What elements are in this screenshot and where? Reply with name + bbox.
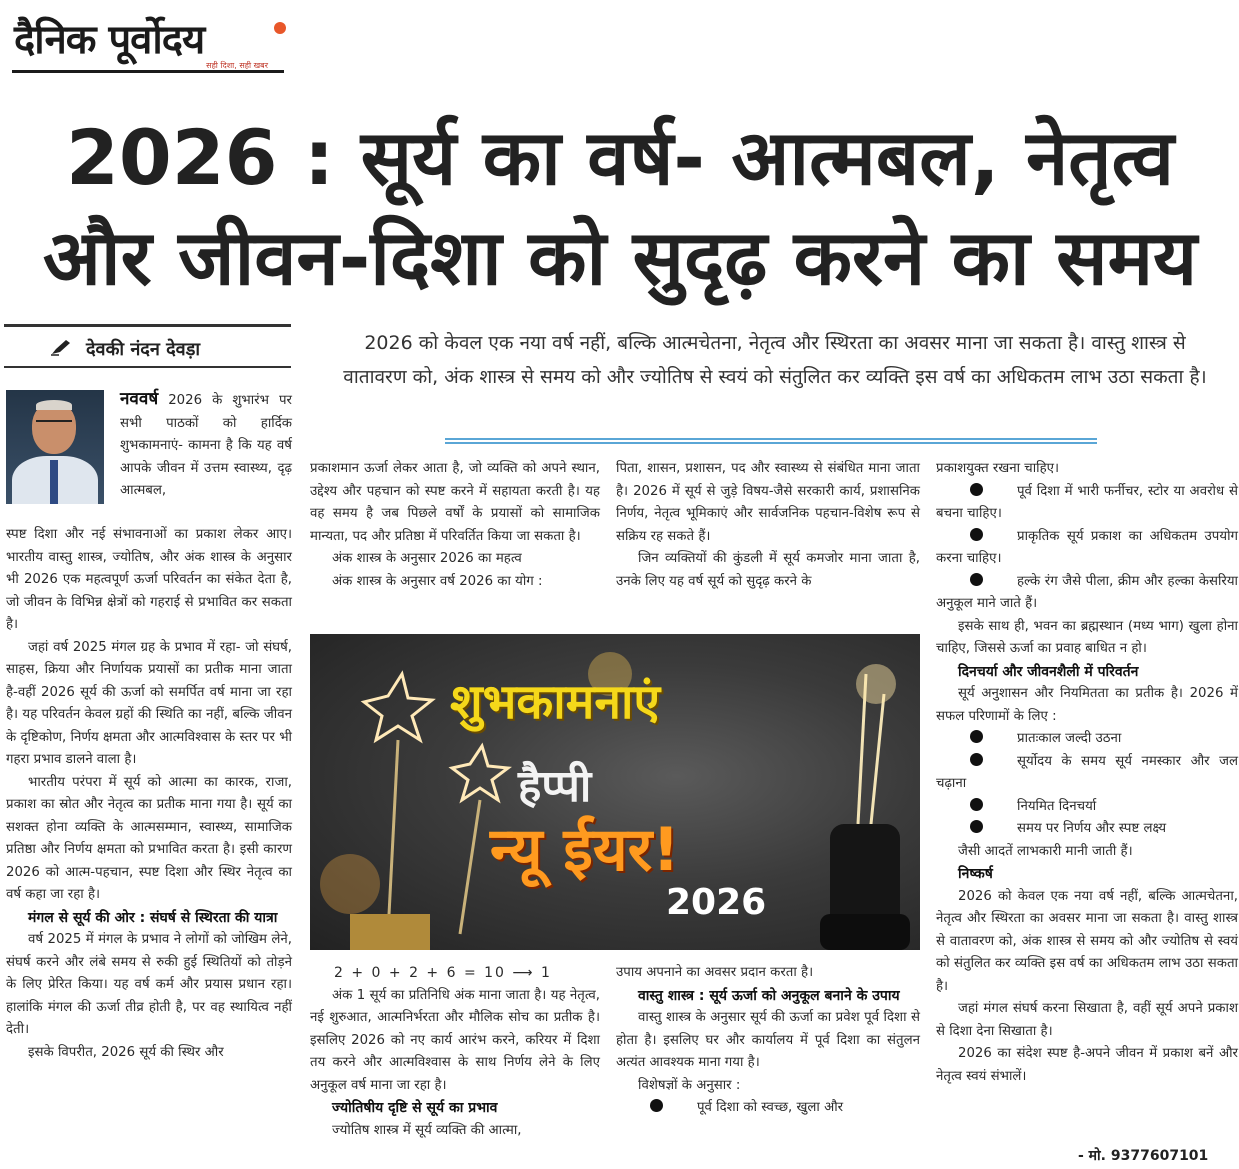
column-1 [6, 524, 292, 1064]
column-3-top [616, 458, 920, 593]
column-3-bottom [616, 962, 920, 1120]
subheading: निष्कर्ष [958, 866, 993, 882]
subheading: ज्योतिषीय दृष्टि से सूर्य का प्रभाव [332, 1100, 498, 1116]
subheading: मंगल से सूर्य की ओर : संघर्ष से स्थिरता की यात्रा [28, 909, 278, 926]
column-4 [936, 458, 1238, 1088]
bullet-item: प्राकृतिक सूर्य प्रकाश का अधिकतम उपयोग करना चाहिए। [936, 528, 1238, 566]
bullet-item: प्रातःकाल जल्दी उठना [936, 728, 1238, 751]
masthead-tagline: सही दिशा, सही खबर [206, 61, 268, 70]
paragraph: 2026 को केवल एक नया वर्ष नहीं, बल्कि आत्मचेतना, नेतृत्व और स्थिरता का अवसर माना जा सकता है। वास्तु शास्त्र से वातावरण को, अंक शास्त्र से समय को और ज्योतिष से स्वयं को संतुलित कर व्यक्ति इस वर्ष का अधिकतम लाभ उठा सकता है। [936, 888, 1238, 994]
column-2-bottom [310, 962, 600, 1142]
column-1-lead [120, 388, 292, 503]
bullet-item: नियमित दिनचर्या [936, 796, 1238, 819]
pen-icon [50, 338, 72, 356]
paragraph: वर्ष 2025 में मंगल के प्रभाव ने लोगों को जोखिम लेने, संघर्ष करने और लंबे समय से रुकी हुई स्थितियों को तोड़ने के लिए प्रेरित किया। यह वर्ष कर्म और प्रयास प्रधान रहा। हालांकि मंगल की ऊर्जा तीव्र होती है, पर वह स्थायित्व नहीं देती। [6, 932, 292, 1037]
banner-happy: हैप्पी [518, 761, 592, 812]
paragraph: जहां मंगल संघर्ष करना सिखाता है, वहीं सूर्य अपने प्रकाश से दिशा देना सिखाता है। [936, 1001, 1238, 1039]
subheading: वास्तु शास्त्र : सूर्य ऊर्जा को अनुकूल बनाने के उपाय [638, 987, 900, 1004]
subheading: दिनचर्या और जीवनशैली में परिवर्तन [958, 663, 1139, 680]
masthead [12, 8, 284, 72]
bullet-icon [970, 730, 983, 743]
paragraph: उपाय अपनाने का अवसर प्रदान करता है। [616, 965, 814, 980]
paragraph: प्रकाशमान ऊर्जा लेकर आता है, जो व्यक्ति को अपने स्थान, उद्देश्य और पहचान को स्पष्ट करने में सहायता करती है। यह वह समय है जब पिछले वर्षों के प्रयासों को सामाजिक मान्यता, पद और प्रतिष्ठा में परिवर्तित किया जा सकता है। [310, 461, 600, 544]
standfirst-rule [445, 438, 1097, 444]
new-year-banner-image [310, 634, 920, 950]
bullet-item: पूर्व दिशा में भारी फर्नीचर, स्टोर या अवरोध से बचना चाहिए। [936, 483, 1238, 521]
bullet-item: हल्के रंग जैसे पीला, क्रीम और हल्का केसरिया अनुकूल माने जाते हैं। [936, 573, 1238, 611]
paragraph: जिन व्यक्तियों की कुंडली में सूर्य कमजोर माना जाता है, उनके लिए यह वर्ष सूर्य को सुदृढ़ करने के [616, 551, 920, 589]
logo-dot-icon [274, 22, 286, 34]
paragraph: अंक शास्त्र के अनुसार वर्ष 2026 का योग : [332, 573, 543, 589]
paragraph: भारतीय परंपरा में सूर्य को आत्मा का कारक, राजा, प्रकाश का स्रोत और नेतृत्व का प्रतीक माना गया है। सूर्य का सशक्त होना व्यक्ति के आत्मसम्मान, स्वास्थ्य, सामाजिक प्रतिष्ठा और निर्णय क्षमता को प्रभावित करता है। इसी कारण 2026 को आत्म-पहचान, स्पष्ट दिशा और स्थिर नेतृत्व का वर्ष कहा जा रहा है। [6, 774, 292, 902]
banner-title: शुभकामनाएं [450, 674, 661, 730]
author-photo [6, 390, 104, 504]
standfirst: 2026 को केवल एक नया वर्ष नहीं, बल्कि आत्मचेतना, नेतृत्व और स्थिरता का अवसर माना जा सकता है। वास्तु शास्त्र से वातावरण को, अंक शास्त्र से समय को और ज्योतिष से स्वयं को संतुलित कर व्यक्ति इस वर्ष का अधिकतम लाभ उठा सकता है। [343, 332, 1207, 388]
bullet-item: समय पर निर्णय और स्पष्ट लक्ष्य [936, 818, 1238, 841]
bullet-icon [970, 573, 983, 586]
paragraph: स्पष्ट दिशा और नई संभावनाओं का प्रकाश लेकर आए। भारतीय वास्तु शास्त्र, ज्योतिष, और अंक शास्त्र के अनुसार भी 2026 एक महत्वपूर्ण ऊर्जा परिवर्तन का संकेत देता है, जो जीवन के विभिन्न क्षेत्रों को गहराई से प्रभावित कर सकता है। [6, 527, 292, 632]
bullet-item: पूर्व दिशा को स्वच्छ, खुला और [616, 1097, 920, 1120]
bullet-icon [970, 820, 983, 833]
paragraph: इसके साथ ही, भवन का ब्रह्मस्थान (मध्य भाग) खुला होना चाहिए, जिससे ऊर्जा का प्रवाह बाधित न हो। [936, 618, 1238, 656]
paragraph: प्रकाशयुक्त रखना चाहिए। [936, 461, 1060, 476]
paragraph: पिता, शासन, प्रशासन, पद और स्वास्थ्य से संबंधित माना जाता है। 2026 में सूर्य से जुड़े विषय-जैसे सरकारी कार्य, प्रशासनिक निर्णय, नेतृत्व भूमिकाएं और सार्वजनिक पहचान-विशेष रूप से सक्रिय रह सकते हैं। [616, 461, 920, 544]
photo-glasses [36, 420, 72, 426]
column-2-top [310, 458, 600, 593]
paragraph: अंक शास्त्र के अनुसार 2026 का महत्व [332, 551, 522, 566]
bullet-icon [970, 798, 983, 811]
byline [4, 324, 291, 368]
bullet-item: सूर्योदय के समय सूर्य नमस्कार और जल चढ़ाना [936, 753, 1238, 791]
paragraph: विशेषज्ञों के अनुसार : [638, 1077, 741, 1093]
newspaper-logo: दैनिक पूर्वोदय [14, 17, 205, 63]
banner-new-year: न्यू ईयर! [490, 815, 680, 885]
paragraph: वास्तु शास्त्र के अनुसार सूर्य की ऊर्जा का प्रवेश पूर्व दिशा से होता है। इसलिए घर और कार्यालय में पूर्व दिशा का संतुलन अत्यंत आवश्यक माना गया है। [616, 1010, 920, 1070]
bullet-icon [970, 753, 983, 766]
paragraph: सूर्य अनुशासन और नियमितता का प्रतीक है। 2026 में सफल परिणामों के लिए : [936, 686, 1238, 724]
paragraph: जैसी आदतें लाभकारी मानी जाती हैं। [958, 843, 1133, 859]
masthead-rule [12, 70, 284, 73]
paragraph: जहां वर्ष 2025 मंगल ग्रह के प्रभाव में रहा- जो संघर्ष, साहस, क्रिया और निर्णायक प्रयासों का प्रतीक माना जाता है-वहीं 2026 सूर्य की ऊर्जा को समर्पित वर्ष माना जा रहा है। यह परिवर्तन केवल ग्रहों की स्थिति का नहीं, बल्कि जीवन के दृष्टिकोण, निर्णय क्षमता और आत्मविश्वास के स्तर पर भी गहरा प्रभाव डालने वाला है। [6, 639, 292, 767]
headline-line-1: 2026 : सूर्य का वर्ष- आत्मबल, नेतृत्व [65, 113, 1175, 202]
lead-text: 2026 के शुभारंभ पर सभी पाठकों को हार्दिक शुभकामनाएं- कामना है कि यह वर्ष आपके जीवन में उत्तम स्वास्थ्य, दृढ़ आत्मबल, [120, 393, 292, 498]
contact-number: - मो. 9377607101 [1078, 1148, 1209, 1164]
headline-line-2: और जीवन-दिशा को सुदृढ़ करने का समय [42, 213, 1198, 302]
bullet-icon [650, 1099, 663, 1112]
photo-hair [36, 400, 72, 410]
paragraph: अंक 1 सूर्य का प्रतिनिधि अंक माना जाता है। यह नेतृत्व, नई शुरुआत, आत्मनिर्भरता और मौलिक सोच का प्रतीक है। इसलिए 2026 को नए कार्य आरंभ करने, करियर में दिशा तय करने और आत्मविश्वास के साथ निर्णय लेने के लिए अनुकूल वर्ष माना जा रहा है। [310, 987, 600, 1093]
bullet-icon [970, 528, 983, 541]
author-name: देवकी नंदन देवड़ा [86, 339, 200, 360]
photo-tie [50, 460, 58, 504]
banner-year: 2026 [666, 882, 767, 923]
bullet-icon [970, 483, 983, 496]
paragraph: इसके विपरीत, 2026 सूर्य की स्थिर और [28, 1044, 224, 1060]
lead-word: नववर्ष [120, 389, 159, 409]
paragraph: ज्योतिष शास्त्र में सूर्य व्यक्ति की आत्मा, [332, 1122, 522, 1138]
numerology-equation: 2 + 0 + 2 + 6 = 10 ⟶ 1 [334, 965, 552, 981]
lead-paragraph [120, 388, 292, 503]
paragraph: 2026 का संदेश स्पष्ट है-अपने जीवन में प्रकाश बनें और नेतृत्व स्वयं संभालें। [936, 1046, 1238, 1084]
